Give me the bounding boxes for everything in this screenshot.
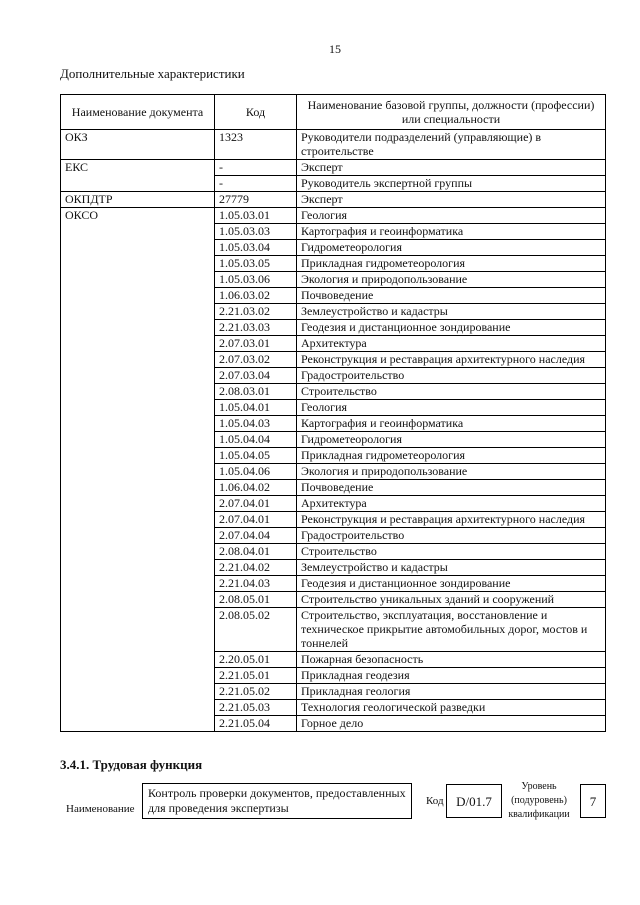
specialty-name-cell: Реконструкция и реставрация архитектурного наследия: [297, 352, 606, 368]
code-cell: 27779: [215, 192, 297, 208]
code-cell: 2.08.05.02: [215, 608, 297, 652]
document-name-cell: ОКПДТР: [61, 192, 215, 208]
code-cell: 2.21.05.04: [215, 716, 297, 732]
code-cell: 2.21.03.03: [215, 320, 297, 336]
code-cell: 2.20.05.01: [215, 652, 297, 668]
specialty-name-cell: Прикладная гидрометеорология: [297, 256, 606, 272]
code-cell: 2.07.04.01: [215, 512, 297, 528]
table-row: [61, 208, 606, 224]
specialty-name-cell: Почвоведение: [297, 288, 606, 304]
specialty-name-cell: Землеустройство и кадастры: [297, 560, 606, 576]
code-cell: 1.05.04.01: [215, 400, 297, 416]
code-cell: 2.21.05.01: [215, 668, 297, 684]
table-row: [61, 130, 606, 160]
code-cell: 2.07.03.02: [215, 352, 297, 368]
qualification-level-value: 7: [580, 784, 606, 818]
specialty-name-cell: Почвоведение: [297, 480, 606, 496]
specialty-name-cell: Градостроительство: [297, 528, 606, 544]
specialty-name-cell: Технология геологической разведки: [297, 700, 606, 716]
specialty-name-cell: Геодезия и дистанционное зондирование: [297, 576, 606, 592]
specialty-name-cell: Строительство: [297, 544, 606, 560]
specialty-name-cell: Экология и природопользование: [297, 272, 606, 288]
specialty-name-cell: Землеустройство и кадастры: [297, 304, 606, 320]
table-header-row: [61, 95, 606, 130]
code-cell: 1.06.03.02: [215, 288, 297, 304]
specialty-name-cell: Руководители подразделений (управляющие) в строительстве: [297, 130, 606, 160]
specialty-name-cell: Строительство, эксплуатация, восстановление и техническое прикрытие автомобильных дорог, мостов и тоннелей: [297, 608, 606, 652]
section-title: Дополнительные характеристики: [60, 66, 245, 81]
specialty-name-cell: Геология: [297, 400, 606, 416]
document-name-cell: ОКСО: [61, 208, 215, 732]
code-cell: 2.21.05.03: [215, 700, 297, 716]
code-cell: 1.05.03.01: [215, 208, 297, 224]
table-row: [61, 192, 606, 208]
header-name: Наименование базовой группы, должности (профессии) или специальности: [297, 95, 606, 130]
code-cell: 1.05.04.03: [215, 416, 297, 432]
specialty-name-cell: Эксперт: [297, 192, 606, 208]
code-cell: 2.07.04.01: [215, 496, 297, 512]
code-cell: -: [215, 160, 297, 176]
specialty-name-cell: Строительство: [297, 384, 606, 400]
code-cell: 2.07.03.01: [215, 336, 297, 352]
page-number: 15: [329, 42, 341, 56]
labor-function-code-value: D/01.7: [446, 784, 502, 818]
characteristics-table: [60, 94, 606, 732]
code-cell: 2.21.05.02: [215, 684, 297, 700]
code-cell: 2.21.04.03: [215, 576, 297, 592]
code-cell: 2.07.04.04: [215, 528, 297, 544]
code-cell: 2.21.04.02: [215, 560, 297, 576]
code-cell: 2.08.05.01: [215, 592, 297, 608]
code-cell: 2.21.03.02: [215, 304, 297, 320]
code-cell: 1.05.03.03: [215, 224, 297, 240]
header-document: Наименование документа: [61, 95, 215, 130]
specialty-name-cell: Руководитель экспертной группы: [297, 176, 606, 192]
table-body: [61, 130, 606, 732]
labor-function-name-value: Контроль проверки документов, предоставленных для проведения экспертизы: [142, 783, 412, 819]
code-cell: 1.05.04.06: [215, 464, 297, 480]
specialty-name-cell: Гидрометеорология: [297, 240, 606, 256]
code-cell: 1.05.04.04: [215, 432, 297, 448]
document-name-cell: ЕКС: [61, 160, 215, 192]
code-cell: 1.05.03.04: [215, 240, 297, 256]
table-row: [61, 160, 606, 176]
specialty-name-cell: Прикладная гидрометеорология: [297, 448, 606, 464]
code-cell: 1.05.03.05: [215, 256, 297, 272]
code-cell: 2.08.03.01: [215, 384, 297, 400]
specialty-name-cell: Строительство уникальных зданий и сооружений: [297, 592, 606, 608]
specialty-name-cell: Картография и геоинформатика: [297, 416, 606, 432]
specialty-name-cell: Гидрометеорология: [297, 432, 606, 448]
specialty-name-cell: Реконструкция и реставрация архитектурного наследия: [297, 512, 606, 528]
code-cell: 1.06.04.02: [215, 480, 297, 496]
header-code: Код: [215, 95, 297, 130]
document-name-cell: ОКЗ: [61, 130, 215, 160]
code-cell: 2.08.04.01: [215, 544, 297, 560]
specialty-name-cell: Горное дело: [297, 716, 606, 732]
code-cell: 1.05.03.06: [215, 272, 297, 288]
specialty-name-cell: Эксперт: [297, 160, 606, 176]
specialty-name-cell: Прикладная геодезия: [297, 668, 606, 684]
labor-function-code-label: Код: [426, 795, 444, 807]
specialty-name-cell: Архитектура: [297, 496, 606, 512]
specialty-name-cell: Градостроительство: [297, 368, 606, 384]
labor-function-title: 3.4.1. Трудовая функция: [60, 757, 203, 772]
code-cell: -: [215, 176, 297, 192]
code-cell: 1323: [215, 130, 297, 160]
code-cell: 2.07.03.04: [215, 368, 297, 384]
specialty-name-cell: Геодезия и дистанционное зондирование: [297, 320, 606, 336]
specialty-name-cell: Геология: [297, 208, 606, 224]
specialty-name-cell: Экология и природопользование: [297, 464, 606, 480]
specialty-name-cell: Пожарная безопасность: [297, 652, 606, 668]
specialty-name-cell: Архитектура: [297, 336, 606, 352]
code-cell: 1.05.04.05: [215, 448, 297, 464]
specialty-name-cell: Прикладная геология: [297, 684, 606, 700]
qualification-level-label: Уровень (подуровень) квалификации: [508, 781, 570, 820]
labor-function-name-label: Наименование: [66, 803, 135, 815]
specialty-name-cell: Картография и геоинформатика: [297, 224, 606, 240]
